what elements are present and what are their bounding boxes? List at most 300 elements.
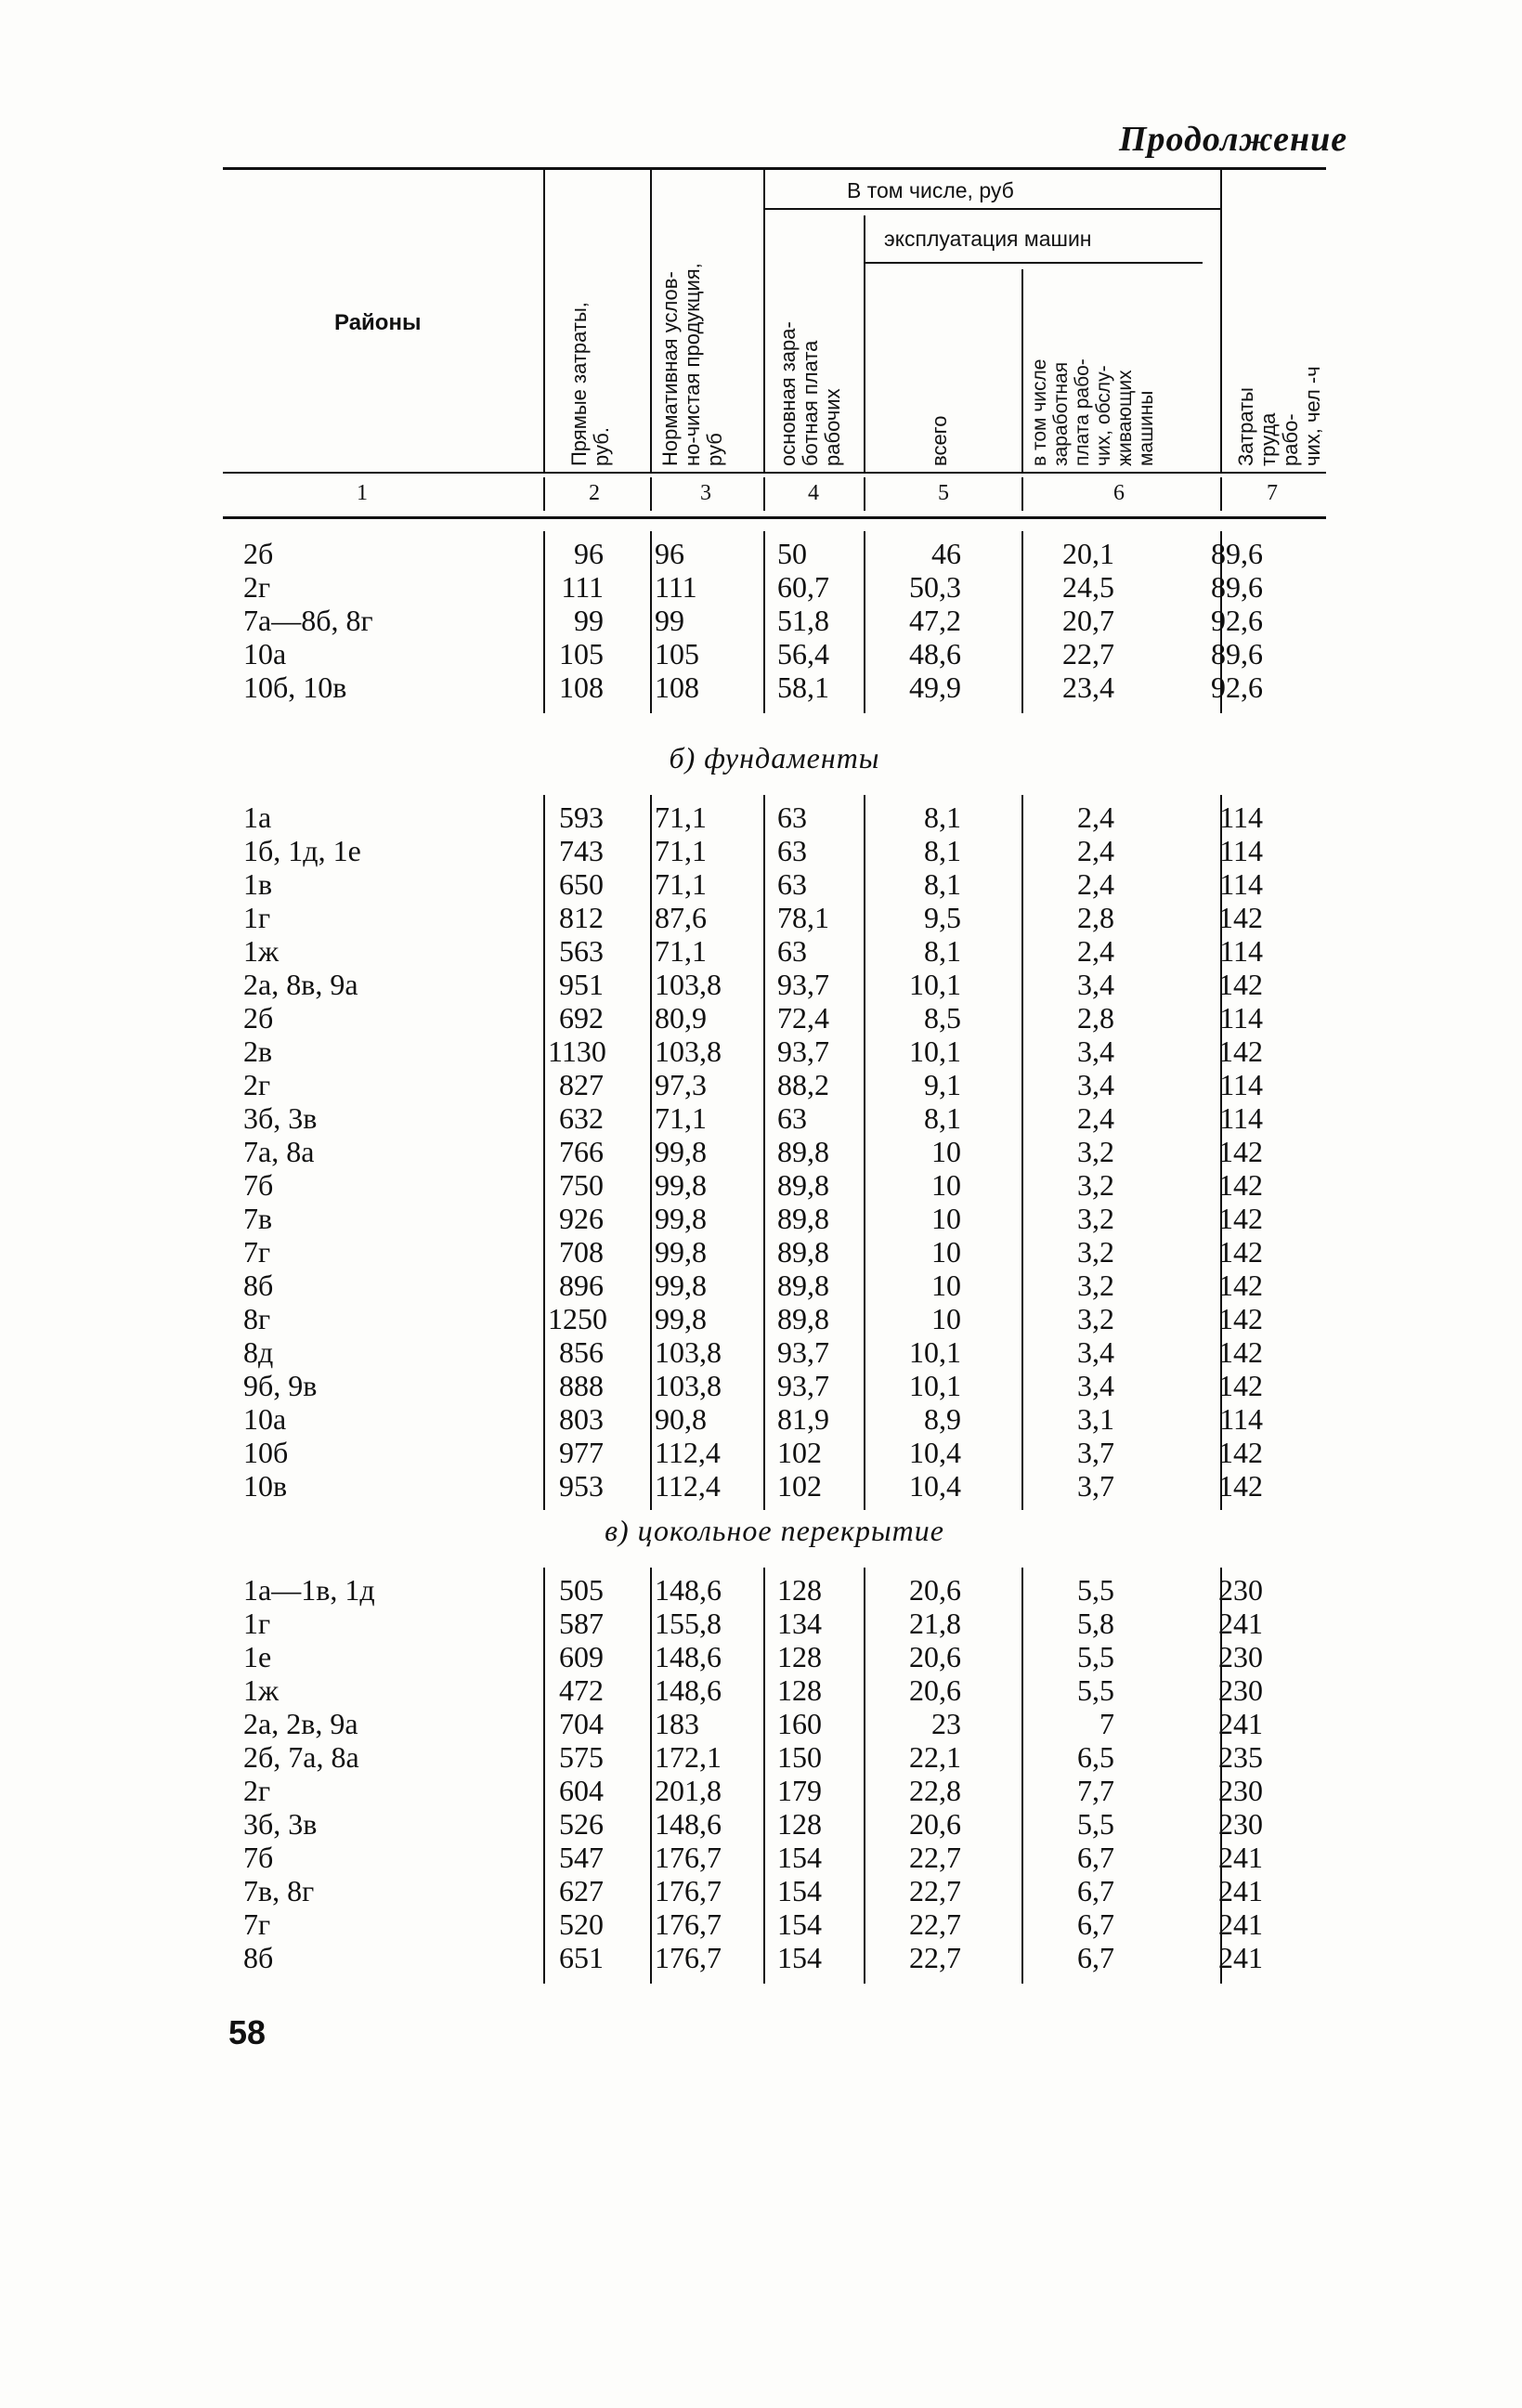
- cell-region: 2г: [243, 1774, 271, 1807]
- num-sep-2: [650, 477, 652, 511]
- cell-region: 7г: [243, 1907, 271, 1941]
- cell-machine-total: 22,8: [909, 1774, 961, 1807]
- cell-machine-total: 10: [931, 1135, 961, 1168]
- cell-direct-costs: 692: [559, 1001, 604, 1035]
- cell-basic-wages: 93,7: [777, 968, 829, 1001]
- cell-direct-costs: 977: [559, 1436, 604, 1469]
- cell-labor-costs: 142: [1218, 1335, 1263, 1369]
- cell-direct-costs: 896: [559, 1269, 604, 1302]
- num-sep-6: [1220, 477, 1222, 511]
- cell-machine-wages: 6,7: [1077, 1907, 1114, 1941]
- cell-machine-total: 10,1: [909, 1035, 961, 1068]
- hdr-sep-3: [763, 169, 765, 472]
- cell-machine-wages: 7: [1099, 1707, 1114, 1740]
- cell-machine-total: 46: [931, 537, 961, 570]
- cell-machine-wages: 3,2: [1077, 1235, 1114, 1269]
- col-number-5: 5: [938, 481, 949, 505]
- cell-region: 2а, 2в, 9а: [243, 1707, 358, 1740]
- cell-normative-product: 99,8: [655, 1235, 707, 1269]
- cell-labor-costs: 241: [1218, 1907, 1263, 1941]
- cell-machine-total: 22,7: [909, 1907, 961, 1941]
- table-row: [223, 834, 1326, 867]
- cell-machine-total: 22,7: [909, 1874, 961, 1907]
- cell-normative-product: 97,3: [655, 1068, 707, 1101]
- cell-machine-total: 22,1: [909, 1740, 961, 1774]
- cell-region: 10в: [243, 1469, 288, 1503]
- cell-machine-total: 9,1: [924, 1068, 961, 1101]
- cell-machine-wages: 2,8: [1077, 1001, 1114, 1035]
- cell-normative-product: 183: [655, 1707, 699, 1740]
- cell-machine-wages: 6,7: [1077, 1941, 1114, 1974]
- numbers-bottom-rule: [223, 516, 1326, 519]
- cell-labor-costs: 114: [1219, 834, 1263, 867]
- table-row: [223, 1269, 1326, 1302]
- cell-labor-costs: 142: [1218, 1035, 1263, 1068]
- cell-machine-wages: 20,1: [1062, 537, 1114, 570]
- table-row: [223, 867, 1326, 901]
- cell-labor-costs: 230: [1218, 1807, 1263, 1841]
- cell-machine-total: 8,1: [924, 834, 961, 867]
- cell-region: 7г: [243, 1235, 271, 1269]
- cell-labor-costs: 114: [1219, 1101, 1263, 1135]
- section-title-foundations: б) фундаменты: [669, 741, 880, 774]
- table-row: [223, 934, 1326, 968]
- cell-machine-total: 47,2: [909, 604, 961, 637]
- cell-basic-wages: 154: [777, 1841, 822, 1874]
- cell-region: 8д: [243, 1335, 274, 1369]
- cell-basic-wages: 154: [777, 1874, 822, 1907]
- table-row: [223, 1841, 1326, 1874]
- cell-region: 7а, 8а: [243, 1135, 315, 1168]
- cell-basic-wages: 89,8: [777, 1235, 829, 1269]
- cell-direct-costs: 108: [559, 670, 604, 704]
- cell-direct-costs: 953: [559, 1469, 604, 1503]
- col-number-2: 2: [589, 481, 600, 505]
- cell-machine-wages: 6,7: [1077, 1874, 1114, 1907]
- cell-machine-wages: 3,7: [1077, 1436, 1114, 1469]
- col-number-7: 7: [1267, 481, 1278, 505]
- cell-labor-costs: 114: [1219, 934, 1263, 968]
- cell-normative-product: 103,8: [655, 1335, 722, 1369]
- cell-basic-wages: 89,8: [777, 1168, 829, 1202]
- cell-labor-costs: 241: [1218, 1607, 1263, 1640]
- cell-basic-wages: 93,7: [777, 1335, 829, 1369]
- cell-labor-costs: 142: [1218, 1269, 1263, 1302]
- header-total: всего: [928, 415, 951, 466]
- cell-region: 2б: [243, 537, 274, 570]
- cell-labor-costs: 241: [1218, 1941, 1263, 1974]
- cell-machine-total: 23: [931, 1707, 961, 1740]
- table-row: [223, 1436, 1326, 1469]
- table-row: [223, 1807, 1326, 1841]
- cell-normative-product: 99,8: [655, 1269, 707, 1302]
- cell-region: 1г: [243, 901, 271, 934]
- cell-machine-wages: 2,4: [1077, 1101, 1114, 1135]
- cell-direct-costs: 951: [559, 968, 604, 1001]
- cell-machine-wages: 5,5: [1077, 1573, 1114, 1607]
- table-row: [223, 1469, 1326, 1503]
- cell-direct-costs: 651: [559, 1941, 604, 1974]
- cell-basic-wages: 51,8: [777, 604, 829, 637]
- cell-machine-wages: 2,4: [1077, 867, 1114, 901]
- cell-basic-wages: 63: [777, 800, 807, 834]
- cell-normative-product: 148,6: [655, 1807, 722, 1841]
- continuation-label: Продолжение: [1119, 120, 1348, 159]
- cell-normative-product: 155,8: [655, 1607, 722, 1640]
- cell-labor-costs: 114: [1219, 1001, 1263, 1035]
- cell-basic-wages: 78,1: [777, 901, 829, 934]
- cell-direct-costs: 708: [559, 1235, 604, 1269]
- cell-labor-costs: 241: [1218, 1874, 1263, 1907]
- cell-machine-total: 8,1: [924, 1101, 961, 1135]
- cell-basic-wages: 50: [777, 537, 807, 570]
- cell-basic-wages: 89,8: [777, 1302, 829, 1335]
- cell-normative-product: 103,8: [655, 1035, 722, 1068]
- table-row: [223, 1135, 1326, 1168]
- cell-machine-wages: 3,4: [1077, 1068, 1114, 1101]
- cell-machine-total: 10,4: [909, 1469, 961, 1503]
- cell-direct-costs: 632: [559, 1101, 604, 1135]
- header-machine-operation: эксплуатация машин: [884, 227, 1092, 251]
- cell-machine-total: 20,6: [909, 1807, 961, 1841]
- cell-labor-costs: 142: [1218, 1168, 1263, 1202]
- table-row: [223, 1874, 1326, 1907]
- table-row: [223, 968, 1326, 1001]
- cell-direct-costs: 1130: [548, 1035, 606, 1068]
- cell-direct-costs: 627: [559, 1874, 604, 1907]
- header-normative-product: Нормативная услов- но-чистая продукция, руб: [658, 263, 726, 466]
- table-row: [223, 1707, 1326, 1740]
- cell-region: 8г: [243, 1302, 271, 1335]
- cell-region: 1г: [243, 1607, 271, 1640]
- num-sep-3: [763, 477, 765, 511]
- cell-region: 8б: [243, 1269, 274, 1302]
- cell-machine-total: 50,3: [909, 570, 961, 604]
- cell-basic-wages: 93,7: [777, 1035, 829, 1068]
- cell-normative-product: 103,8: [655, 1369, 722, 1402]
- table-row: [223, 1740, 1326, 1774]
- cell-machine-total: 10,4: [909, 1436, 961, 1469]
- table-row: [223, 1673, 1326, 1707]
- cell-machine-total: 10,1: [909, 1335, 961, 1369]
- header-basic-wages: основная зара- ботная плата рабочих: [776, 321, 844, 466]
- cell-region: 10а: [243, 1402, 287, 1436]
- cell-machine-wages: 2,4: [1077, 800, 1114, 834]
- cell-region: 2в: [243, 1035, 273, 1068]
- cell-basic-wages: 89,8: [777, 1135, 829, 1168]
- cell-machine-wages: 3,4: [1077, 968, 1114, 1001]
- cell-basic-wages: 72,4: [777, 1001, 829, 1035]
- cell-normative-product: 176,7: [655, 1941, 722, 1974]
- cell-direct-costs: 593: [559, 800, 604, 834]
- header-direct-costs: Прямые затраты, руб.: [567, 302, 613, 466]
- cell-region: 7а—8б, 8г: [243, 604, 373, 637]
- cell-region: 2г: [243, 1068, 271, 1101]
- cell-machine-wages: 3,2: [1077, 1202, 1114, 1235]
- cell-region: 2б, 7а, 8а: [243, 1740, 359, 1774]
- cell-normative-product: 99: [655, 604, 684, 637]
- cell-region: 7в, 8г: [243, 1874, 315, 1907]
- cell-labor-costs: 92,6: [1211, 604, 1263, 637]
- cell-direct-costs: 1250: [548, 1302, 607, 1335]
- cell-normative-product: 80,9: [655, 1001, 707, 1035]
- table-row: [223, 1035, 1326, 1068]
- table-row: [223, 1168, 1326, 1202]
- cell-direct-costs: 609: [559, 1640, 604, 1673]
- num-sep-1: [543, 477, 545, 511]
- cell-direct-costs: 604: [559, 1774, 604, 1807]
- cell-machine-wages: 20,7: [1062, 604, 1114, 637]
- table-row: [223, 1068, 1326, 1101]
- cell-region: 2б: [243, 1001, 274, 1035]
- cell-normative-product: 105: [655, 637, 699, 670]
- cell-machine-wages: 3,4: [1077, 1035, 1114, 1068]
- table-row: [223, 1941, 1326, 1974]
- cell-machine-wages: 5,8: [1077, 1607, 1114, 1640]
- cell-labor-costs: 142: [1218, 1202, 1263, 1235]
- col-number-3: 3: [700, 481, 711, 505]
- cell-machine-wages: 3,2: [1077, 1135, 1114, 1168]
- cell-normative-product: 71,1: [655, 800, 707, 834]
- cell-direct-costs: 99: [574, 604, 604, 637]
- cell-direct-costs: 563: [559, 934, 604, 968]
- cell-normative-product: 71,1: [655, 834, 707, 867]
- table-row: [223, 1202, 1326, 1235]
- cell-machine-total: 8,1: [924, 934, 961, 968]
- table-row: [223, 1402, 1326, 1436]
- cell-machine-total: 22,7: [909, 1941, 961, 1974]
- hdr-sep-6: [1220, 169, 1222, 472]
- cell-basic-wages: 60,7: [777, 570, 829, 604]
- cell-region: 1в: [243, 867, 273, 901]
- cell-region: 1а—1в, 1д: [243, 1573, 375, 1607]
- cell-normative-product: 176,7: [655, 1841, 722, 1874]
- cell-machine-total: 20,6: [909, 1573, 961, 1607]
- cell-labor-costs: 89,6: [1211, 537, 1263, 570]
- cell-machine-total: 9,5: [924, 901, 961, 934]
- cell-labor-costs: 142: [1218, 1369, 1263, 1402]
- cell-direct-costs: 547: [559, 1841, 604, 1874]
- cell-basic-wages: 81,9: [777, 1402, 829, 1436]
- cell-labor-costs: 142: [1218, 1436, 1263, 1469]
- cell-direct-costs: 650: [559, 867, 604, 901]
- cell-machine-total: 20,6: [909, 1640, 961, 1673]
- cell-labor-costs: 114: [1219, 867, 1263, 901]
- cell-basic-wages: 150: [777, 1740, 822, 1774]
- cell-normative-product: 148,6: [655, 1640, 722, 1673]
- cell-machine-wages: 3,4: [1077, 1335, 1114, 1369]
- cell-normative-product: 111: [655, 570, 697, 604]
- cell-machine-wages: 2,4: [1077, 934, 1114, 968]
- cell-basic-wages: 63: [777, 867, 807, 901]
- cell-basic-wages: 89,8: [777, 1269, 829, 1302]
- cell-machine-wages: 5,5: [1077, 1640, 1114, 1673]
- cell-normative-product: 201,8: [655, 1774, 722, 1807]
- hdr-sep-2: [650, 169, 652, 472]
- table-row: [223, 1774, 1326, 1807]
- cell-direct-costs: 856: [559, 1335, 604, 1369]
- cell-labor-costs: 92,6: [1211, 670, 1263, 704]
- header-machine-wages: в том числе заработная плата рабо- чих, обслу- живающих машины: [1029, 358, 1157, 466]
- cell-labor-costs: 89,6: [1211, 570, 1263, 604]
- col-number-6: 6: [1113, 481, 1125, 505]
- cell-direct-costs: 750: [559, 1168, 604, 1202]
- cell-labor-costs: 241: [1218, 1707, 1263, 1740]
- cell-machine-wages: 23,4: [1062, 670, 1114, 704]
- cell-labor-costs: 142: [1218, 1135, 1263, 1168]
- group-underline: [763, 208, 1220, 210]
- cell-normative-product: 112,4: [655, 1436, 721, 1469]
- cell-machine-total: 20,6: [909, 1673, 961, 1707]
- cell-machine-wages: 6,5: [1077, 1740, 1114, 1774]
- cell-normative-product: 103,8: [655, 968, 722, 1001]
- cell-direct-costs: 766: [559, 1135, 604, 1168]
- cell-normative-product: 90,8: [655, 1402, 707, 1436]
- cell-machine-wages: 5,5: [1077, 1673, 1114, 1707]
- cell-basic-wages: 102: [777, 1436, 822, 1469]
- cell-machine-total: 10: [931, 1269, 961, 1302]
- cell-normative-product: 71,1: [655, 867, 707, 901]
- page-number: 58: [228, 2013, 267, 2051]
- cell-region: 1ж: [243, 1673, 280, 1707]
- header-group-including: В том числе, руб: [847, 178, 1014, 202]
- cell-direct-costs: 526: [559, 1807, 604, 1841]
- cell-machine-wages: 7,7: [1077, 1774, 1114, 1807]
- table-row: [223, 1235, 1326, 1269]
- col-number-4: 4: [808, 481, 819, 505]
- cell-basic-wages: 160: [777, 1707, 822, 1740]
- cell-direct-costs: 827: [559, 1068, 604, 1101]
- cell-machine-wages: 2,8: [1077, 901, 1114, 934]
- cell-labor-costs: 230: [1218, 1673, 1263, 1707]
- cell-direct-costs: 926: [559, 1202, 604, 1235]
- cell-labor-costs: 89,6: [1211, 637, 1263, 670]
- cell-region: 2г: [243, 570, 271, 604]
- cell-labor-costs: 230: [1218, 1774, 1263, 1807]
- cell-region: 10б, 10в: [243, 670, 347, 704]
- cell-direct-costs: 888: [559, 1369, 604, 1402]
- table-row: [223, 1573, 1326, 1607]
- cell-direct-costs: 111: [561, 570, 604, 604]
- hdr-sep-5: [1021, 269, 1023, 472]
- cell-basic-wages: 58,1: [777, 670, 829, 704]
- cell-machine-total: 22,7: [909, 1841, 961, 1874]
- cell-labor-costs: 114: [1219, 1402, 1263, 1436]
- cell-basic-wages: 63: [777, 834, 807, 867]
- cell-machine-total: 10,1: [909, 1369, 961, 1402]
- cell-machine-wages: 6,7: [1077, 1841, 1114, 1874]
- cell-direct-costs: 812: [559, 901, 604, 934]
- cell-machine-total: 10: [931, 1302, 961, 1335]
- cell-basic-wages: 128: [777, 1640, 822, 1673]
- table-row: [223, 1101, 1326, 1135]
- cell-direct-costs: 704: [559, 1707, 604, 1740]
- cell-labor-costs: 230: [1218, 1573, 1263, 1607]
- cell-region: 9б, 9в: [243, 1369, 318, 1402]
- cell-basic-wages: 128: [777, 1807, 822, 1841]
- cell-region: 3б, 3в: [243, 1807, 318, 1841]
- table-row: [223, 1607, 1326, 1640]
- cell-labor-costs: 142: [1218, 901, 1263, 934]
- cell-basic-wages: 89,8: [777, 1202, 829, 1235]
- cell-direct-costs: 575: [559, 1740, 604, 1774]
- cell-normative-product: 176,7: [655, 1907, 722, 1941]
- cell-direct-costs: 803: [559, 1402, 604, 1436]
- table-row: [223, 637, 1326, 670]
- table-row: [223, 901, 1326, 934]
- cell-basic-wages: 93,7: [777, 1369, 829, 1402]
- hdr-sep-4: [864, 215, 865, 472]
- cell-basic-wages: 134: [777, 1607, 822, 1640]
- header-regions: Районы: [334, 310, 422, 335]
- cell-region: 7б: [243, 1841, 274, 1874]
- table-row: [223, 570, 1326, 604]
- cell-basic-wages: 63: [777, 934, 807, 968]
- cell-labor-costs: 142: [1218, 1302, 1263, 1335]
- cell-machine-total: 48,6: [909, 637, 961, 670]
- table-row: [223, 1335, 1326, 1369]
- subgroup-underline: [864, 262, 1203, 264]
- cell-labor-costs: 241: [1218, 1841, 1263, 1874]
- cell-machine-wages: 3,4: [1077, 1369, 1114, 1402]
- cell-machine-wages: 3,7: [1077, 1469, 1114, 1503]
- cell-region: 1ж: [243, 934, 280, 968]
- cell-machine-total: 21,8: [909, 1607, 961, 1640]
- cell-machine-wages: 22,7: [1062, 637, 1114, 670]
- cell-normative-product: 87,6: [655, 901, 707, 934]
- cell-labor-costs: 114: [1219, 800, 1263, 834]
- cell-region: 10б: [243, 1436, 289, 1469]
- cell-region: 7в: [243, 1202, 273, 1235]
- cell-normative-product: 99,8: [655, 1168, 707, 1202]
- cell-region: 3б, 3в: [243, 1101, 318, 1135]
- cell-normative-product: 112,4: [655, 1469, 721, 1503]
- cell-basic-wages: 63: [777, 1101, 807, 1135]
- table-row: [223, 1640, 1326, 1673]
- top-rule: [223, 167, 1326, 170]
- cell-machine-total: 10,1: [909, 968, 961, 1001]
- cell-region: 2а, 8в, 9а: [243, 968, 358, 1001]
- cell-normative-product: 99,8: [655, 1135, 707, 1168]
- cell-basic-wages: 154: [777, 1907, 822, 1941]
- num-sep-5: [1021, 477, 1023, 511]
- header-bottom-rule: [223, 472, 1326, 474]
- cell-machine-total: 49,9: [909, 670, 961, 704]
- cell-machine-total: 10: [931, 1202, 961, 1235]
- cell-direct-costs: 520: [559, 1907, 604, 1941]
- cell-direct-costs: 505: [559, 1573, 604, 1607]
- cell-basic-wages: 56,4: [777, 637, 829, 670]
- cell-normative-product: 96: [655, 537, 684, 570]
- cell-machine-wages: 2,4: [1077, 834, 1114, 867]
- cell-basic-wages: 128: [777, 1573, 822, 1607]
- cell-normative-product: 71,1: [655, 934, 707, 968]
- cell-labor-costs: 235: [1218, 1740, 1263, 1774]
- cell-normative-product: 108: [655, 670, 699, 704]
- cell-direct-costs: 105: [559, 637, 604, 670]
- table-row: [223, 1369, 1326, 1402]
- section-title-plinth-slab: в) цокольное перекрытие: [605, 1514, 944, 1547]
- cell-region: 1б, 1д, 1е: [243, 834, 361, 867]
- cell-machine-total: 8,5: [924, 1001, 961, 1035]
- cell-direct-costs: 472: [559, 1673, 604, 1707]
- cell-region: 1е: [243, 1640, 272, 1673]
- header-labor-costs: Затраты труда рабо- чих, чел -ч: [1234, 366, 1324, 466]
- table-row: [223, 670, 1326, 704]
- cell-normative-product: 99,8: [655, 1202, 707, 1235]
- cell-region: 10а: [243, 637, 287, 670]
- table-row: [223, 1907, 1326, 1941]
